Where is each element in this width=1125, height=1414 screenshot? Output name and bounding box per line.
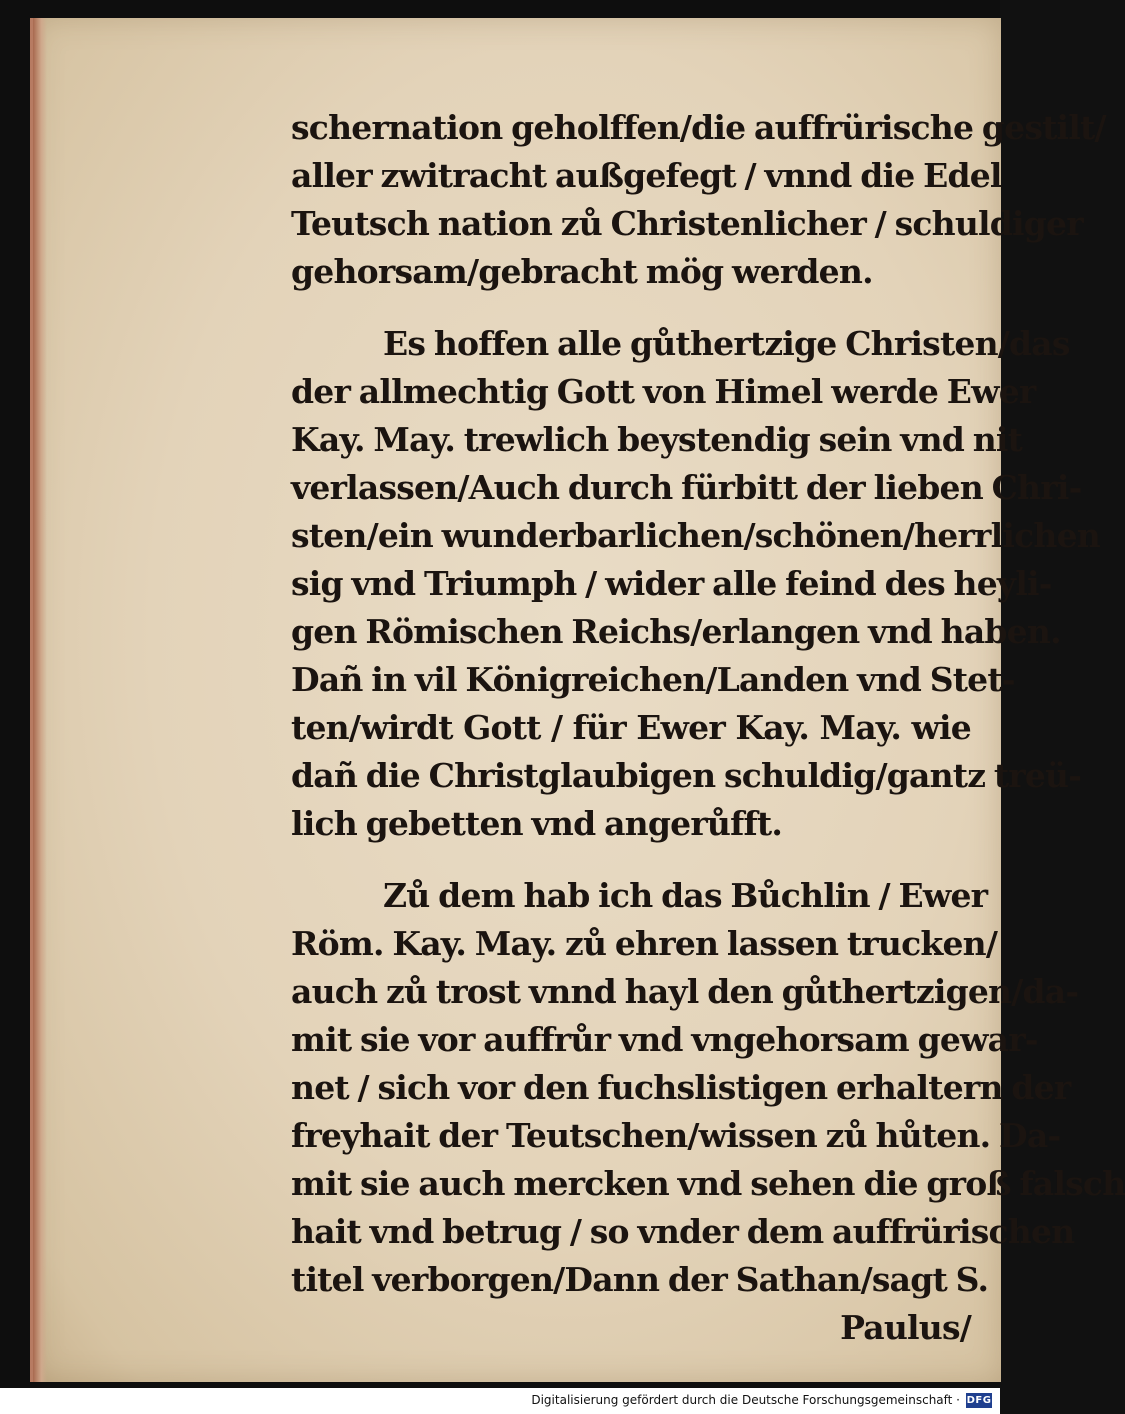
text-line: gehorsam/gebracht mög werden. — [291, 252, 873, 291]
digitization-footer — [0, 1388, 1000, 1414]
text-line: freyhait der Teutschen/wissen zů hůten. Da- — [291, 1116, 1061, 1155]
text-line: der allmechtig Gott von Himel werde Ewer — [291, 372, 1036, 411]
text-line: titel verborgen/Dann der Sathan/sagt S. — [291, 1260, 989, 1299]
text-line: mit sie auch mercken vnd sehen die groß falsch — [291, 1164, 1125, 1203]
text-line: sig vnd Triumph / wider alle feind des heyli- — [291, 564, 1052, 603]
text-line: net / sich vor den fuchslistigen erhaltern der — [291, 1068, 1071, 1107]
text-line: hait vnd betrug / so vnder dem auffrürischen — [291, 1212, 1075, 1251]
text-line: lich gebetten vnd angerůfft. — [291, 804, 783, 843]
text-line: aller zwitracht außgefegt / vnnd die Edel — [291, 156, 1002, 195]
book-page — [30, 18, 1125, 1382]
text-line: gen Römischen Reichs/erlangen vnd haben. — [291, 612, 1061, 651]
text-line: Teutsch nation zů Christenlicher / schuldiger — [291, 204, 1083, 243]
catchword: Paulus/ — [840, 1308, 971, 1347]
paragraph-start-line: Zů dem hab ich das Bůchlin / Ewer — [383, 876, 988, 915]
text-line: Röm. Kay. May. zů ehren lassen trucken/ — [291, 924, 998, 963]
funding-credit: Digitalisierung gefördert durch die Deutsche Forschungsgemeinschaft · — [531, 1393, 960, 1407]
text-line: mit sie vor auffrůr vnd vngehorsam gewar- — [291, 1020, 1038, 1059]
text-line: Dañ in vil Königreichen/Landen vnd Stet- — [291, 660, 1015, 699]
page-text — [291, 104, 1125, 1352]
dfg-logo-icon: DFG — [966, 1395, 992, 1406]
text-line: schernation geholffen/die auffrürische gestilt/ — [291, 108, 1106, 147]
paragraph-start-line: Es hoffen alle gůthertzige Christen/das — [383, 324, 1070, 363]
page-gutter — [33, 18, 47, 1382]
text-line: auch zů trost vnnd hayl den gůthertzigen/da- — [291, 972, 1079, 1011]
text-line: verlassen/Auch durch fürbitt der lieben Chri- — [291, 468, 1082, 507]
text-line: sten/ein wunderbarlichen/schönen/herrlichen — [291, 516, 1100, 555]
text-line: Kay. May. trewlich beystendig sein vnd nit — [291, 420, 1023, 459]
text-line: ten/wirdt Gott / für Ewer Kay. May. wie — [291, 708, 971, 747]
text-line: dañ die Christglaubigen schuldig/gantz treü- — [291, 756, 1082, 795]
